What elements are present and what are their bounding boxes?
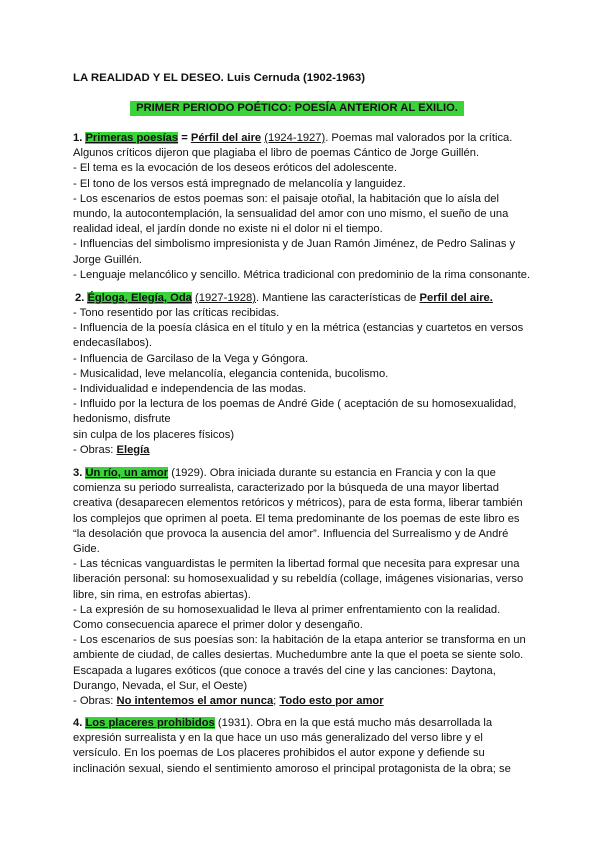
paragraph-line: ambiente de ciudad, de calles desiertas. Muchedumbre ante la que el poeta se siente solo.	[73, 649, 524, 662]
paragraph-line: “la desolación que provoca la ausencia del amor”. Influencia del Surrealismo y de André	[73, 527, 509, 540]
paragraph-line: - El tema es la evocación de los deseos eróticos del adolescente.	[73, 162, 398, 175]
work-reference: Perfil del aire.	[419, 292, 493, 304]
work-title-highlight: Un río, un amor	[85, 467, 169, 479]
section-2	[75, 291, 535, 306]
paragraph-line: expresión surrealista y en la que hace un uso más generalizado del verso libre y el	[73, 732, 483, 745]
works-line: - Obras: No intentemos el amor nunca; Todo esto por amor	[73, 695, 384, 708]
section-intro: (1931). Obra en la que está mucho más desarrollada la	[214, 717, 493, 729]
work-reference: No intentemos el amor nunca	[116, 695, 274, 708]
work-title: Pérfil del aire	[190, 132, 262, 144]
section-intro: . Poemas mal valorados por la crítica.	[325, 132, 513, 144]
paragraph-line: comienza su periodo surrealista, caracterizado por la búsqueda de una mayor libertad	[73, 482, 499, 495]
section-heading: 1. Primeras poesías = Pérfil del aire (1924-1927). Poemas mal valorados por la crítica.	[73, 132, 513, 144]
section-number: 1.	[73, 132, 83, 144]
paragraph-line: endecasílabos).	[73, 337, 152, 350]
work-title-highlight: Primeras poesías	[85, 132, 179, 144]
work-years: (1924-1927)	[264, 132, 326, 144]
section-number: 4.	[73, 717, 83, 729]
paragraph-line: mundo, la autocontemplación, la sensualidad del amor con uno mismo, el sueño de una	[73, 208, 509, 221]
paragraph-line: - La expresión de su homosexualidad le lleva al primer enfrentamiento con la realidad.	[73, 603, 501, 616]
paragraph-line: liberación personal: su homosexualidad y su rebeldía (collage, imágenes visionarias, verso	[73, 573, 524, 586]
paragraph-line: inclinación sexual, siendo el sentimiento amoroso el principal protagonista de la obra; se	[73, 762, 511, 775]
section-3	[73, 466, 533, 709]
document-title: LA REALIDAD Y EL DESEO. Luis Cernuda (1902-1963)	[73, 72, 366, 84]
work-title-highlight: Égloga, Elegía, Oda	[87, 292, 192, 304]
paragraph-line: hedonismo, disfrute	[73, 413, 171, 426]
section-2-body	[73, 306, 533, 458]
section-number: 3.	[73, 467, 83, 479]
paragraph-line: sin culpa de los placeres físicos)	[73, 428, 235, 441]
paragraph-line: - Los escenarios de estos poemas son: el paisaje otoñal, la habitación que lo aísla del	[73, 192, 500, 205]
paragraph-line: - Influido por la lectura de los poemas de André Gide ( aceptación de su homosexualidad,	[73, 398, 517, 411]
paragraph-line: - Influencia de Garcilaso de la Vega y Góngora.	[73, 352, 309, 365]
period-heading: PRIMER PERIODO POÉTICO: POESÍA ANTERIOR AL EXILIO.	[130, 101, 464, 116]
paragraph-line: - Las técnicas vanguardistas le permiten la libertad formal que necesita para expresar una	[73, 558, 520, 571]
paragraph-line: los complejos que oprimen al poeta. El tema predominante de los poemas de este libro es	[73, 512, 520, 525]
paragraph-line: - Musicalidad, leve melancolía, elegancia contenida, bucolismo.	[73, 367, 389, 380]
work-years: (1927-1928)	[195, 292, 256, 304]
paragraph-line: - El tono de los versos está impregnado de melancolía y languidez.	[73, 177, 406, 190]
paragraph-line: Gide.	[73, 543, 100, 556]
work-reference: Elegía	[116, 443, 150, 456]
paragraph-line: - Tono resentido por las críticas recibidas.	[73, 307, 280, 319]
section-4	[73, 716, 533, 777]
paragraph-line: creativa (desaparecen elementos retóricos y métricos), para de esta forma, liberar también	[73, 497, 523, 510]
paragraph-line: - Influencia de la poesía clásica en el título y en la métrica (estancias y cuartetos en versos	[73, 322, 524, 335]
section-heading	[75, 291, 535, 306]
work-reference: Todo esto por amor	[279, 695, 384, 708]
paragraph-line: realidad ideal, el jardín donde no existe ni el dolor ni el tiempo.	[73, 223, 383, 236]
section-number: 2.	[75, 292, 85, 304]
section-heading	[73, 716, 533, 731]
paragraph-line: Como consecuencia aparece el primer dolor y desengaño.	[73, 619, 363, 632]
paragraph-line: - Individualidad e independencia de las modas.	[73, 383, 307, 396]
paragraph-line: versículo. En los poemas de Los placeres prohibidos el autor expone y defiende su	[73, 747, 485, 760]
section-heading	[73, 466, 533, 481]
paragraph-line: Escapada a lugares exóticos (que conoce a través del cine y las canciones: Daytona,	[73, 664, 496, 677]
paragraph-line: libre, sin rima, en estrofas abiertas).	[73, 588, 251, 601]
section-1	[73, 131, 533, 283]
section-intro: . Mantiene las características de	[255, 292, 420, 304]
paragraph-line: - Lenguaje melancólico y sencillo. Métrica tradicional con predominio de la rima consonante.	[73, 268, 531, 281]
section-intro: (1929). Obra iniciada durante su estancia en Francia y con la que	[168, 467, 496, 479]
paragraph-line: - Los escenarios de sus poesías son: la habitación de la etapa anterior se transforma en un	[73, 634, 526, 647]
paragraph-line: - Influencias del simbolismo impresionista y de Juan Ramón Jiménez, de Pedro Salinas y	[73, 238, 516, 251]
paragraph-line: Durango, Nevada, el Sur, el Oeste)	[73, 679, 248, 692]
work-title-highlight: Los placeres prohibidos	[85, 717, 215, 729]
paragraph-line: Jorge Guillén.	[73, 253, 143, 266]
paragraph-line: Algunos críticos dijeron que plagiaba el libro de poemas Cántico de Jorge Guillén.	[73, 147, 480, 160]
works-line: - Obras: Elegía	[73, 443, 150, 456]
